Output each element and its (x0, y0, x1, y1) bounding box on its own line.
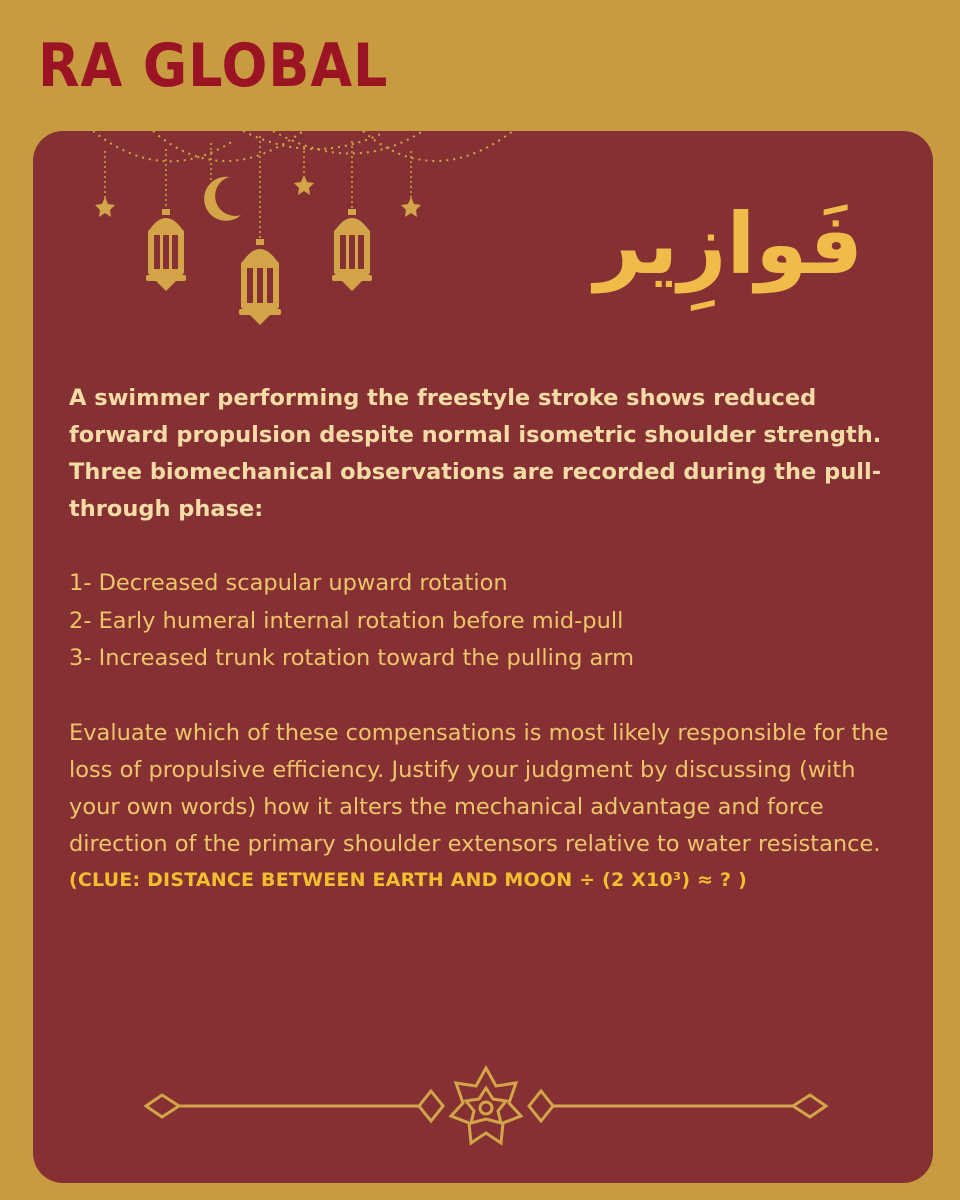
list-item: 2- Early humeral internal rotation before mid-pull (69, 607, 624, 634)
crescent-moon-icon (204, 177, 241, 221)
prompt-text: Evaluate which of these compensations is most likely responsible for the loss of propulsive efficiency. Justify your judgment by discussing (with your own words) how it alters the mechanical advantage and force direction of the primary shoulder extensors relative to water resistance. (69, 719, 889, 857)
lantern-icon (239, 239, 281, 325)
lantern-icon (332, 209, 372, 291)
brand-title: RA GLOBAL (38, 31, 389, 101)
question-content (69, 380, 899, 897)
arabic-title: فَوازِير (594, 195, 863, 293)
ramadan-decoration (93, 131, 523, 341)
ornamental-divider (141, 1031, 831, 1181)
content-card (33, 131, 933, 1183)
list-item: 1- Decreased scapular upward rotation (69, 570, 508, 596)
question-text: A swimmer performing the freestyle stroke shows reduced forward propulsion despite normal isometric shoulder strength. Three biomechanical observations are recorded during the pull-through phase: (69, 385, 882, 522)
star-icon (401, 197, 421, 217)
clue-text: (CLUE: DISTANCE BETWEEN EARTH AND MOON ÷ (2 X10³) ≈ ? ) (69, 868, 747, 891)
lantern-icon (146, 209, 186, 291)
list-item: 3- Increased trunk rotation toward the pulling arm (69, 645, 635, 671)
star-icon (95, 197, 115, 217)
star-icon (294, 175, 314, 195)
observation-list (69, 565, 899, 678)
ornament-flower-icon (451, 1068, 521, 1143)
